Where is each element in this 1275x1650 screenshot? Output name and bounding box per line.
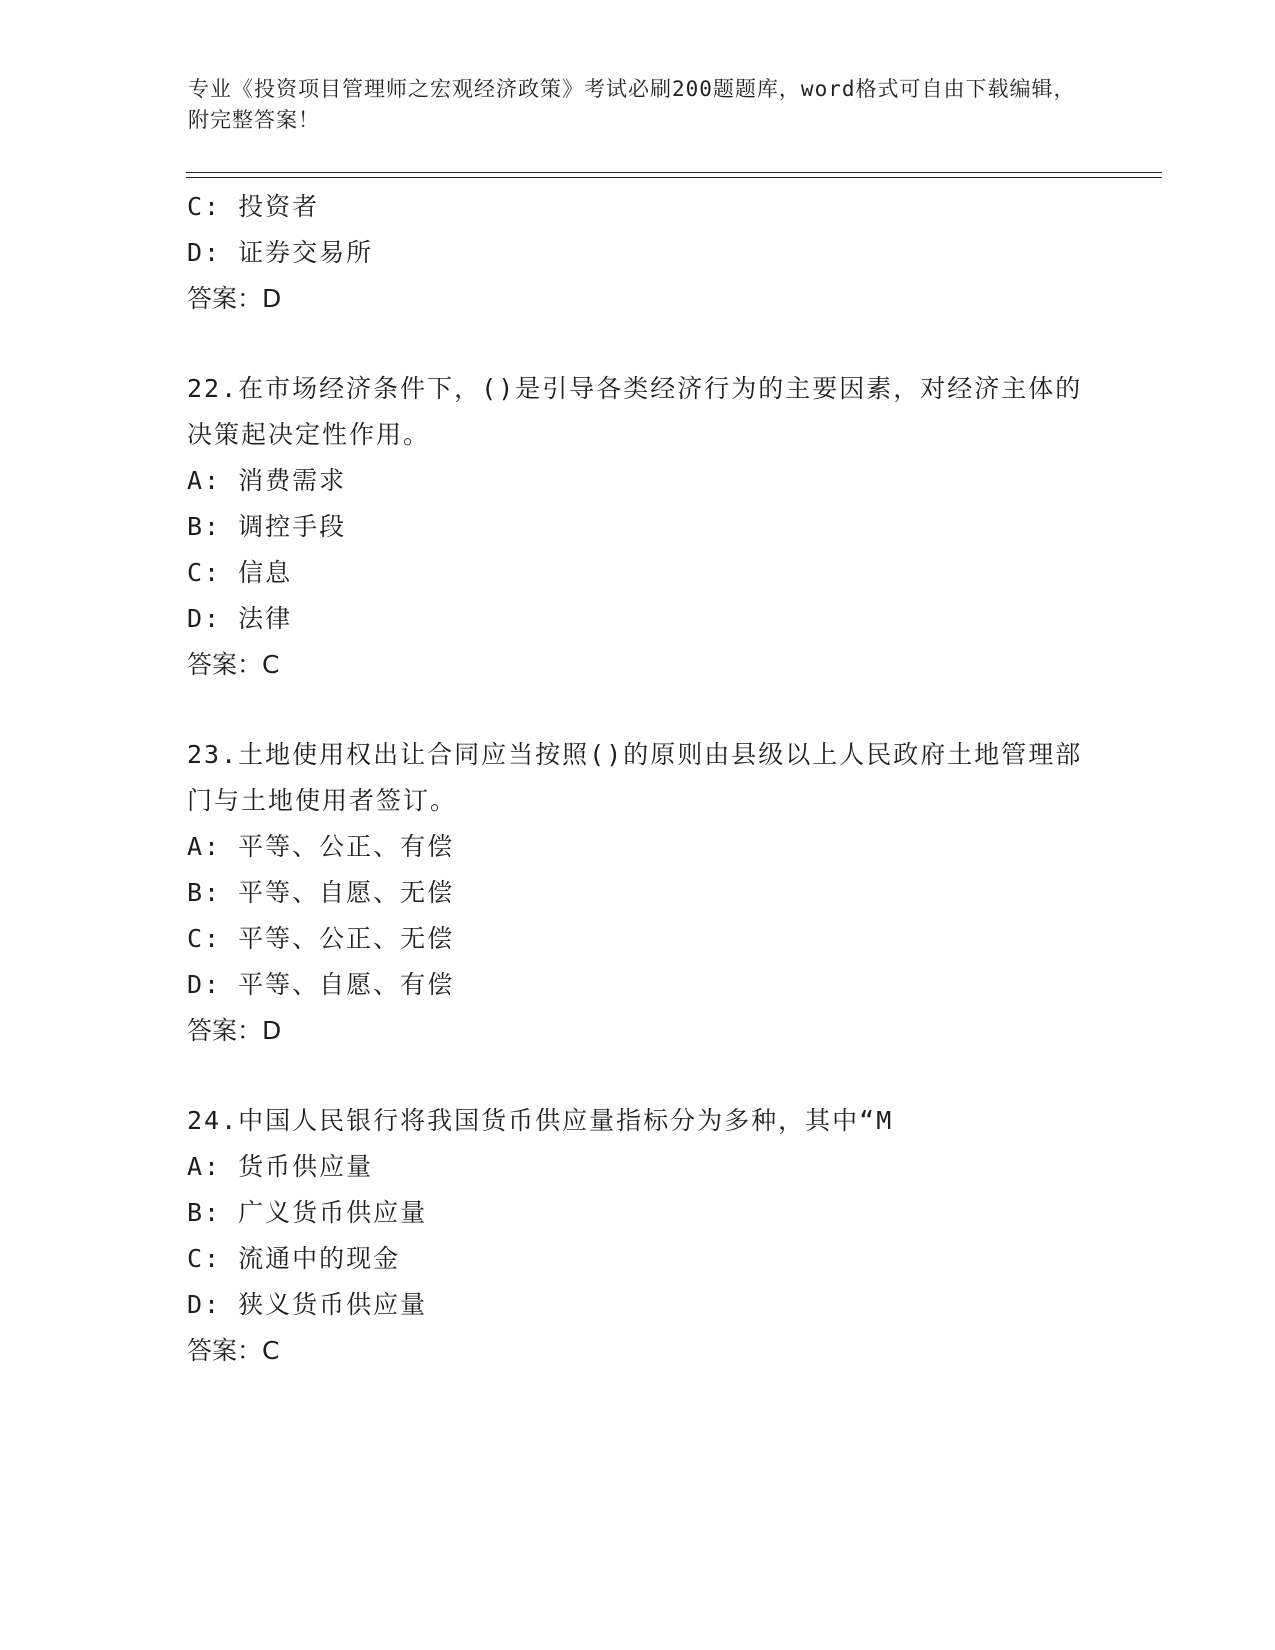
question-23	[187, 732, 1087, 1054]
answer-line: 答案：C	[187, 650, 280, 679]
option-d: D: 证券交易所	[187, 238, 374, 267]
option-d: D: 法律	[187, 604, 293, 633]
answer-line: 答案：D	[187, 1016, 282, 1045]
header-rule-bottom	[186, 177, 1162, 178]
question-21-continued	[187, 184, 1087, 322]
question-24	[187, 1098, 1087, 1374]
header-rule-top	[186, 172, 1162, 173]
option-a: A: 平等、公正、有偿	[187, 832, 455, 861]
document-header: 专业《投资项目管理师之宏观经济政策》考试必刷200题题库，word格式可自由下载编辑，附完整答案！	[188, 77, 1076, 132]
option-c: C: 流通中的现金	[187, 1244, 401, 1273]
question-text: 22.在市场经济条件下，()是引导各类经济行为的主要因素，对经济主体的决策起决定性作用。	[187, 374, 1083, 449]
answer-line: 答案：C	[187, 1336, 280, 1365]
option-c: C: 信息	[187, 558, 293, 587]
option-c: C: 平等、公正、无偿	[187, 924, 455, 953]
answer-line: 答案：D	[187, 284, 282, 313]
option-b: B: 调控手段	[187, 512, 347, 541]
option-b: B: 平等、自愿、无偿	[187, 878, 455, 907]
question-list	[187, 184, 1087, 1374]
question-text: 23.土地使用权出让合同应当按照()的原则由县级以上人民政府土地管理部门与土地使用者签订。	[187, 740, 1083, 815]
option-b: B: 广义货币供应量	[187, 1198, 428, 1227]
option-a: A: 货币供应量	[187, 1152, 374, 1181]
question-text: 24.中国人民银行将我国货币供应量指标分为多种，其中“M	[187, 1106, 894, 1135]
option-c: C: 投资者	[187, 192, 320, 221]
question-22	[187, 366, 1087, 688]
option-d: D: 狭义货币供应量	[187, 1290, 428, 1319]
option-d: D: 平等、自愿、有偿	[187, 970, 455, 999]
option-a: A: 消费需求	[187, 466, 347, 495]
